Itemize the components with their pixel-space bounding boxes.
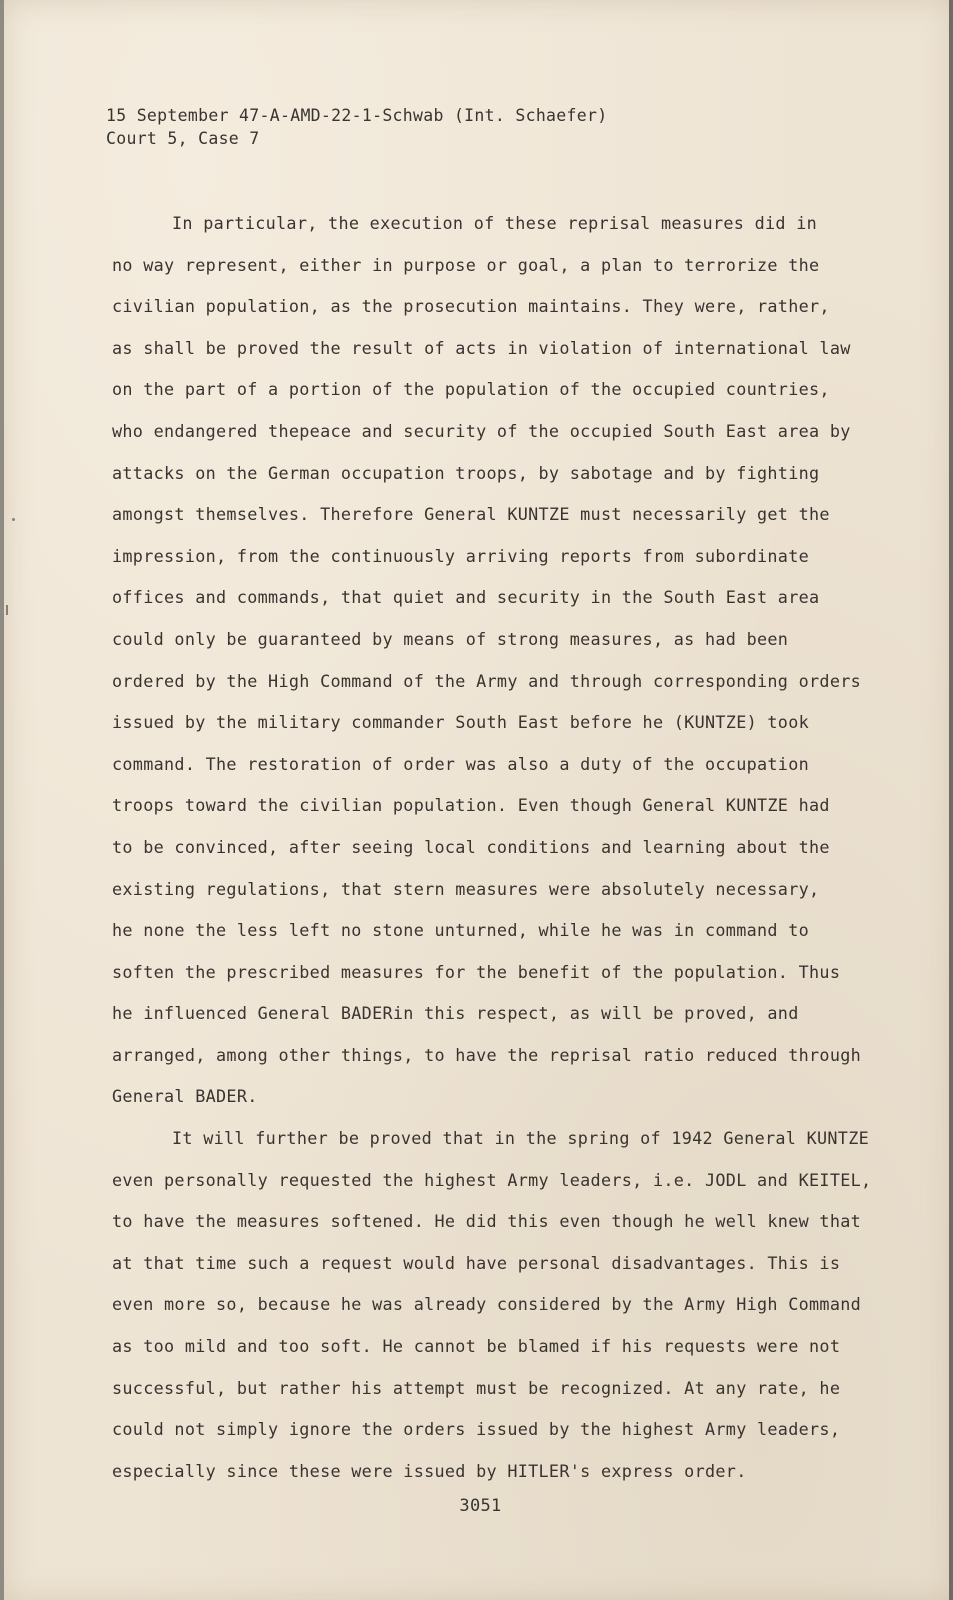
text-line: issued by the military commander South East before he (KUNTZE) took	[112, 712, 810, 733]
text-line: he none the less left no stone unturned, while he was in command to	[112, 920, 810, 941]
text-line: as too mild and too soft. He cannot be blamed if his requests were not	[112, 1336, 841, 1357]
header-court-case: Court 5, Case 7	[106, 129, 260, 148]
page-number: 3051	[459, 1496, 502, 1516]
document-body	[112, 203, 872, 1492]
paper-speck	[12, 518, 15, 521]
text-line: as shall be proved the result of acts in violation of international law	[112, 337, 851, 358]
text-line: troops toward the civilian population. Even though General KUNTZE had	[112, 795, 830, 816]
text-line: In particular, the execution of these reprisal measures did in	[172, 213, 817, 233]
paper-mark	[6, 605, 8, 615]
scan-edge	[949, 0, 953, 1600]
paragraph-2	[112, 1118, 872, 1492]
text-line: It will further be proved that in the spring of 1942 General KUNTZE	[172, 1128, 870, 1149]
text-line: existing regulations, that stern measures were absolutely necessary,	[112, 878, 820, 899]
text-line: he influenced General BADERin this respect, as will be proved, and	[112, 1003, 799, 1024]
text-line: offices and commands, that quiet and security in the South East area	[112, 587, 820, 608]
text-line: impression, from the continuously arriving reports from subordinate	[112, 545, 810, 566]
text-line: successful, but rather his attempt must be recognized. At any rate, he	[112, 1377, 841, 1398]
text-line: no way represent, either in purpose or goal, a plan to terrorize the	[112, 254, 820, 275]
text-line: civilian population, as the prosecution maintains. They were, rather,	[112, 296, 830, 317]
text-line: especially since these were issued by HITLER's express order.	[112, 1460, 747, 1481]
text-line: on the part of a portion of the population of the occupied countries,	[112, 379, 830, 400]
text-line: even more so, because he was already considered by the Army High Command	[112, 1294, 862, 1315]
text-line: amongst themselves. Therefore General KUNTZE must necessarily get the	[112, 504, 830, 525]
text-line: even personally requested the highest Army leaders, i.e. JODL and KEITEL,	[112, 1169, 872, 1190]
text-line: to have the measures softened. He did this even though he well knew that	[112, 1211, 862, 1232]
text-line: command. The restoration of order was also a duty of the occupation	[112, 753, 810, 774]
text-line: arranged, among other things, to have the reprisal ratio reduced through	[112, 1044, 862, 1065]
text-line: attacks on the German occupation troops, by sabotage and by fighting	[112, 462, 820, 483]
text-line: to be convinced, after seeing local conditions and learning about the	[112, 836, 830, 857]
document-page	[4, 0, 952, 1600]
text-line: soften the prescribed measures for the benefit of the population. Thus	[112, 961, 841, 982]
paragraph-1	[112, 203, 864, 1118]
document-header	[106, 104, 607, 150]
header-date-reference: 15 September 47-A-AMD-22-1-Schwab (Int. Schaefer)	[106, 106, 608, 125]
text-line: could only be guaranteed by means of strong measures, as had been	[112, 628, 789, 649]
text-line: at that time such a request would have personal disadvantages. This is	[112, 1252, 841, 1273]
text-line: ordered by the High Command of the Army and through corresponding orders	[112, 670, 862, 691]
text-line: who endangered thepeace and security of the occupied South East area by	[112, 420, 851, 441]
text-line: could not simply ignore the orders issued by the highest Army leaders,	[112, 1419, 841, 1440]
text-line: General BADER.	[112, 1086, 258, 1107]
